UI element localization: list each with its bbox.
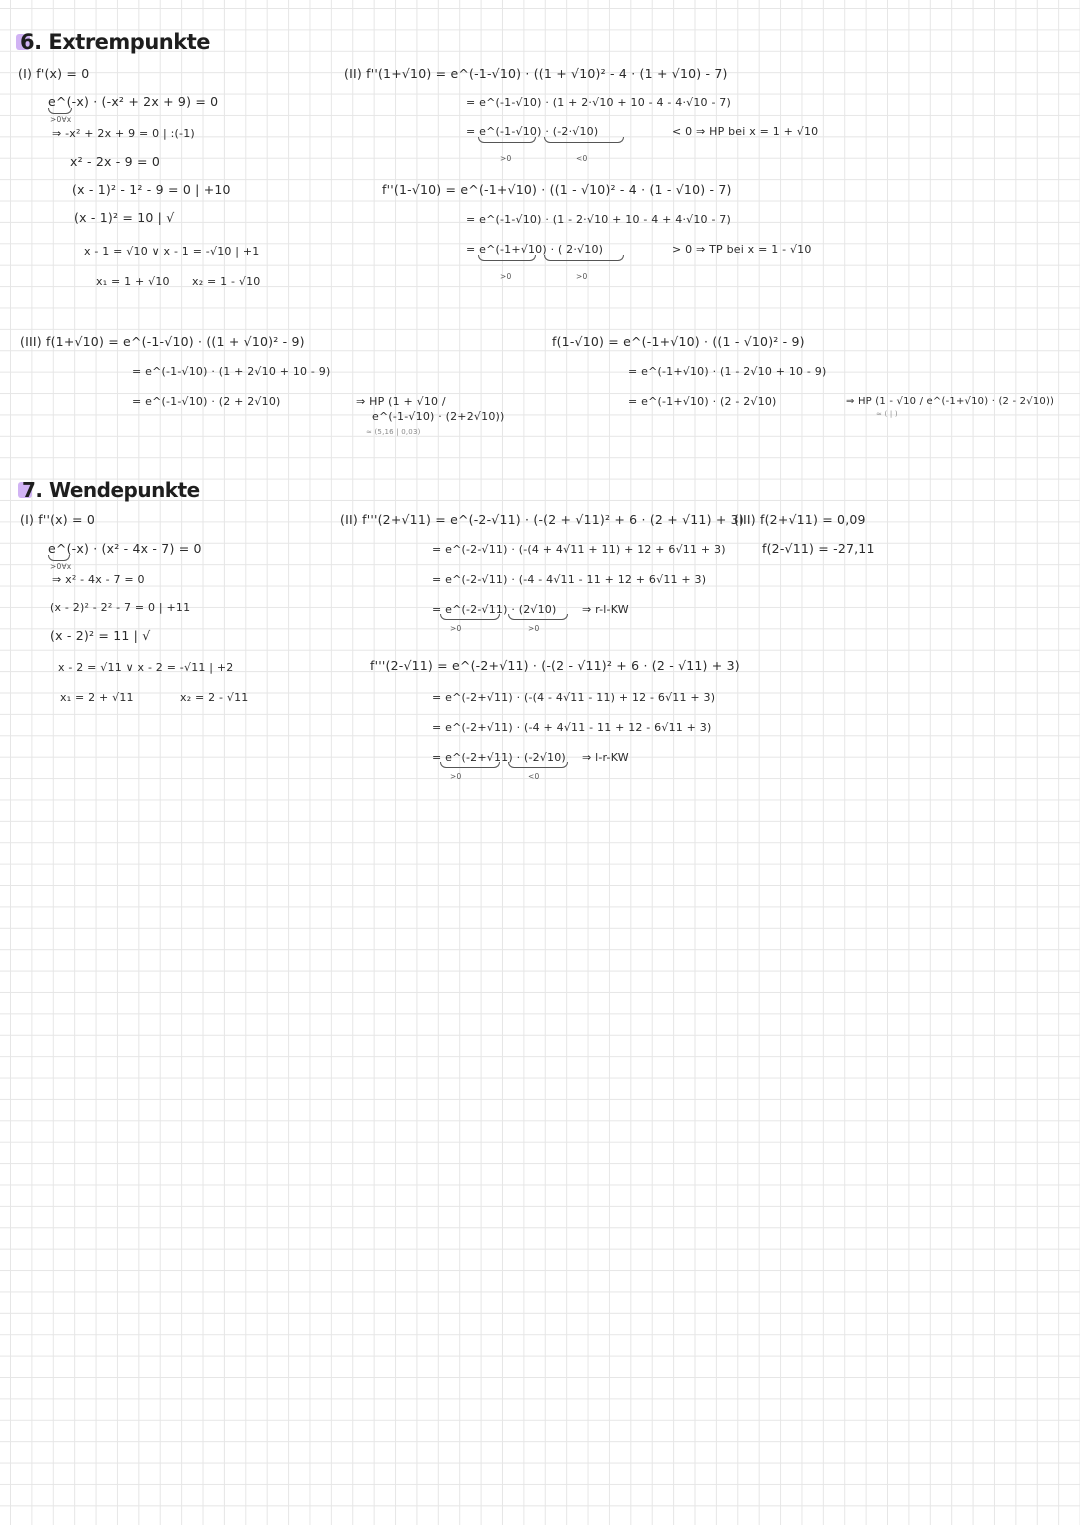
approx-note: ≈ (5,16 | 0,03)	[366, 428, 421, 436]
section-title-inflection	[22, 478, 200, 502]
math-line: (x - 2)² = 11 | √	[50, 628, 151, 643]
title-text: 6. Extrempunkte	[20, 30, 210, 54]
brace-note: <0	[576, 154, 588, 163]
brace-note: >0	[576, 272, 588, 281]
math-line: (III) f(2+√11) = 0,09	[734, 512, 866, 527]
conclusion: < 0 ⇒ HP bei x = 1 + √10	[672, 125, 819, 138]
math-line: = e^(-2-√11) · (-(4 + 4√11 + 11) + 12 + 6√11 + 3)	[432, 543, 726, 556]
math-line: x² - 2x - 9 = 0	[70, 154, 160, 169]
underbrace	[508, 762, 568, 768]
section-title-extrema	[20, 30, 210, 54]
math-line: = e^(-2+√11) · (-(4 - 4√11 - 11) + 12 - 6√11 + 3)	[432, 691, 716, 704]
math-line: (II) f''(1+√10) = e^(-1-√10) · ((1 + √10)² - 4 · (1 + √10) - 7)	[344, 66, 728, 81]
math-line: x₁ = 1 + √10	[96, 275, 170, 288]
title-text: 7. Wendepunkte	[22, 478, 200, 502]
math-line: x₁ = 2 + √11	[60, 691, 134, 704]
math-line: = e^(-1+√10) · (2 - 2√10)	[628, 395, 777, 408]
math-line: (II) f'''(2+√11) = e^(-2-√11) · (-(2 + √11)² + 6 · (2 + √11) + 3)	[340, 512, 744, 527]
underbrace	[478, 255, 536, 261]
brace-note: >0	[450, 624, 462, 633]
conclusion: > 0 ⇒ TP bei x = 1 - √10	[672, 243, 812, 256]
math-line: = e^(-1-√10) · (1 + 2√10 + 10 - 9)	[132, 365, 331, 378]
math-line: ⇒ x² - 4x - 7 = 0	[52, 573, 145, 586]
brace-note: >0	[528, 624, 540, 633]
conclusion: ⇒ r-l-KW	[582, 603, 629, 616]
conclusion: ⇒ HP (1 - √10 / e^(-1+√10) · (2 - 2√10))	[846, 396, 1055, 407]
math-line: (x - 1)² - 1² - 9 = 0 | +10	[72, 182, 231, 197]
math-line: = e^(-2+√11) · (-4 + 4√11 - 11 + 12 - 6√11 + 3)	[432, 721, 712, 734]
underbrace	[440, 762, 500, 768]
brace-note: >0∀x	[50, 562, 72, 571]
underbrace	[48, 108, 72, 114]
math-line: = e^(-2-√11) · (-4 - 4√11 - 11 + 12 + 6√11 + 3)	[432, 573, 707, 586]
math-line: f(1-√10) = e^(-1+√10) · ((1 - √10)² - 9)	[552, 334, 805, 349]
math-line: f'''(2-√11) = e^(-2+√11) · (-(2 - √11)² + 6 · (2 - √11) + 3)	[370, 658, 740, 673]
math-line: ⇒ -x² + 2x + 9 = 0 | :(-1)	[52, 127, 195, 140]
math-line: (x - 2)² - 2² - 7 = 0 | +11	[50, 601, 191, 614]
brace-note: >0	[500, 154, 512, 163]
approx-note: ≈ ( | )	[876, 410, 898, 418]
conclusion: ⇒ HP (1 + √10 /	[356, 395, 446, 408]
math-line: = e^(-1+√10) · (1 - 2√10 + 10 - 9)	[628, 365, 827, 378]
conclusion: e^(-1-√10) · (2+2√10))	[372, 410, 505, 423]
math-line: e^(-x) · (x² - 4x - 7) = 0	[48, 541, 202, 556]
underbrace	[478, 137, 536, 143]
math-line: (x - 1)² = 10 | √	[74, 210, 175, 225]
math-line: = e^(-1+√10) · ( 2·√10)	[466, 243, 604, 256]
math-line: e^(-x) · (-x² + 2x + 9) = 0	[48, 94, 219, 109]
math-line: f''(1-√10) = e^(-1+√10) · ((1 - √10)² - 4 · (1 - √10) - 7)	[382, 182, 732, 197]
math-line: x₂ = 1 - √10	[192, 275, 261, 288]
math-line: = e^(-1-√10) · (1 - 2·√10 + 10 - 4 + 4·√10 - 7)	[466, 213, 731, 226]
brace-note: >0∀x	[50, 115, 72, 124]
underbrace	[48, 555, 70, 561]
brace-note: >0	[500, 272, 512, 281]
math-line: x₂ = 2 - √11	[180, 691, 249, 704]
underbrace	[544, 255, 624, 261]
math-line: (III) f(1+√10) = e^(-1-√10) · ((1 + √10)² - 9)	[20, 334, 305, 349]
math-line: (I) f''(x) = 0	[20, 512, 96, 527]
underbrace	[544, 137, 624, 143]
math-line: = e^(-2-√11) · (2√10)	[432, 603, 557, 616]
underbrace	[508, 614, 568, 620]
math-line: x - 2 = √11 ∨ x - 2 = -√11 | +2	[58, 661, 234, 674]
brace-note: <0	[528, 772, 540, 781]
math-line: (I) f'(x) = 0	[18, 66, 90, 81]
math-line: = e^(-1-√10) · (-2·√10)	[466, 125, 599, 138]
brace-note: >0	[450, 772, 462, 781]
math-line: = e^(-1-√10) · (2 + 2√10)	[132, 395, 281, 408]
math-line: f(2-√11) = -27,11	[762, 541, 875, 556]
conclusion: ⇒ l-r-KW	[582, 751, 629, 764]
math-line: = e^(-1-√10) · (1 + 2·√10 + 10 - 4 - 4·√10 - 7)	[466, 96, 731, 109]
underbrace	[440, 614, 500, 620]
math-line: x - 1 = √10 ∨ x - 1 = -√10 | +1	[84, 245, 260, 258]
math-line: = e^(-2+√11) · (-2√10)	[432, 751, 566, 764]
